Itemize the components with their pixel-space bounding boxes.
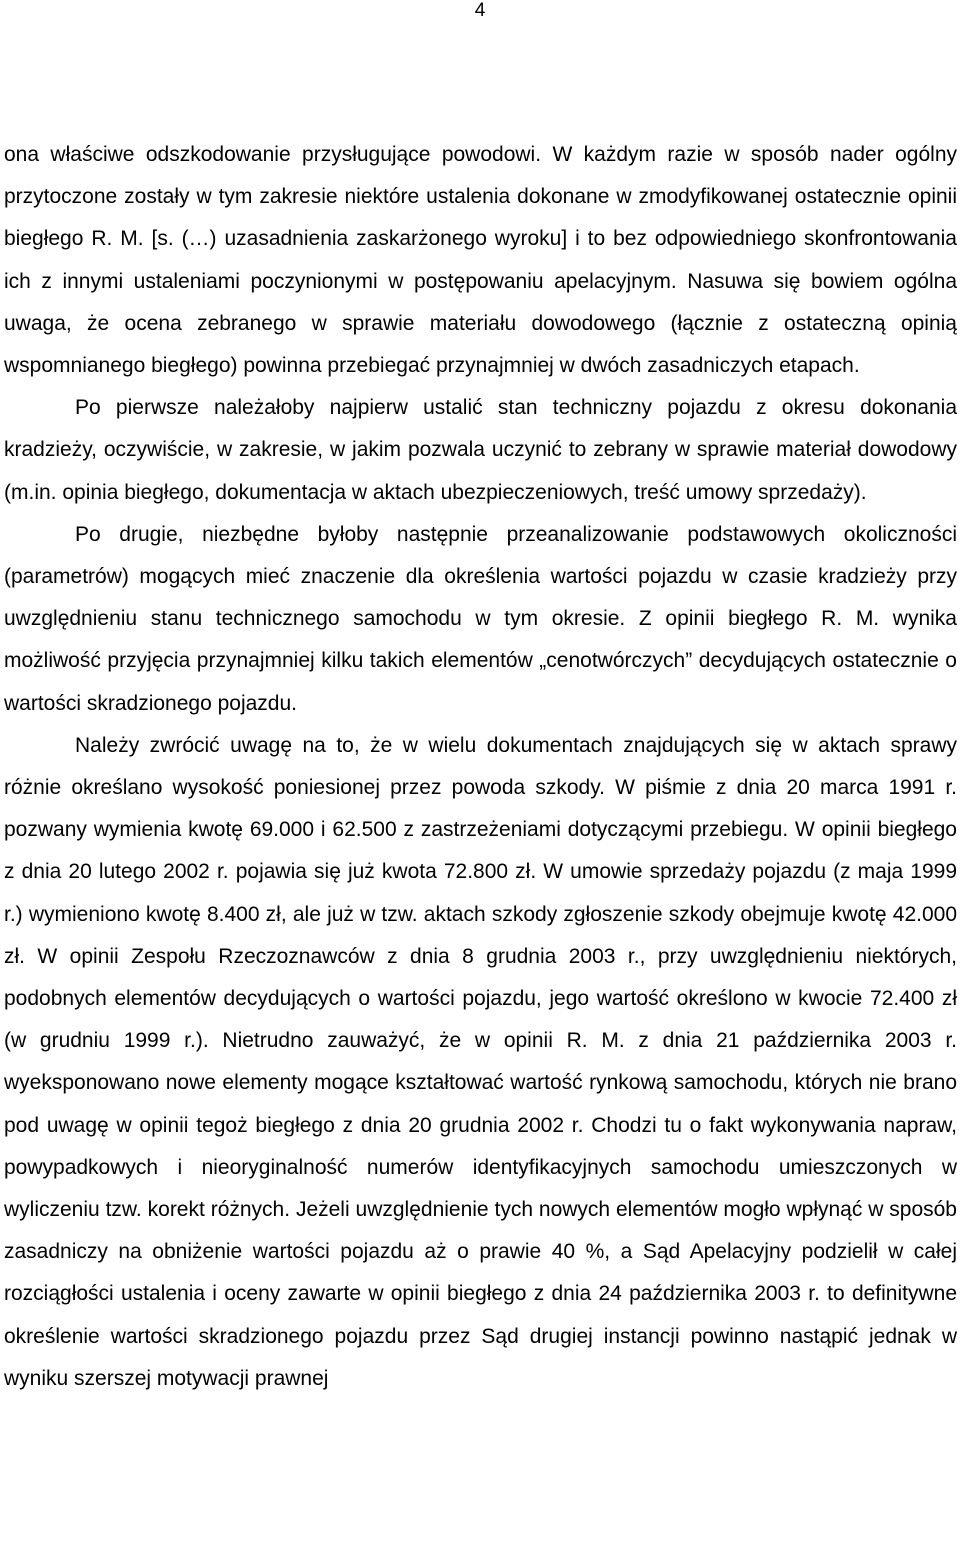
page-number: 4 [474, 0, 486, 21]
document-body [4, 134, 957, 1400]
paragraph-damage-amounts: Należy zwrócić uwagę na to, że w wielu dokumentach znajdujących się w aktach sprawy różnie określano wysokość poniesionej przez powoda szkody. W piśmie z dnia 20 marca 1991 r. pozwany wymienia kwotę 69.000 i 62.500 z zastrzeżeniami dotyczącymi przebiegu. W opinii biegłego z dnia 20 lutego 2002 r. pojawia się już kwota 72.800 zł. W umowie sprzedaży pojazdu (z maja 1999 r.) wymieniono kwotę 8.400 zł, ale już w tzw. aktach szkody zgłoszenie szkody obejmuje kwotę 42.000 zł. W opinii Zespołu Rzeczoznawców z dnia 8 grudnia 2003 r., przy uwzględnieniu niektórych, podobnych elementów decydujących o wartości pojazdu, jego wartość określono w kwocie 72.400 zł (w grudniu 1999 r.). Nietrudno zauważyć, że w opinii R. M. z dnia 21 października 2003 r. wyeksponowano nowe elementy mogące kształtować wartość rynkową samochodu, których nie brano pod uwagę w opinii tegoż biegłego z dnia 20 grudnia 2002 r. Chodzi tu o fakt wykonywania napraw, powypadkowych i nieoryginalność numerów identyfikacyjnych samochodu umieszczonych w wyliczeniu tzw. korekt różnych. Jeżeli uwzględnienie tych nowych elementów mogło wpłynąć w sposób zasadniczy na obniżenie wartości pojazdu aż o prawie 40 %, a Sąd Apelacyjny podzielił w całej rozciągłości ustalenia i oceny zawarte w opinii biegłego z dnia 24 października 2003 r. to definitywne określenie wartości skradzionego pojazdu przez Sąd drugiej instancji powinno nastąpić jednak w wyniku szerszej motywacji prawnej [4, 733, 957, 1390]
paragraph-second-stage: Po drugie, niezbędne byłoby następnie przeanalizowanie podstawowych okoliczności (parametrów) mogących mieć znaczenie dla określenia wartości pojazdu w czasie kradzieży przy uwzględnieniu stanu technicznego samochodu w tym okresie. Z opinii biegłego R. M. wynika możliwość przyjęcia przynajmniej kilku takich elementów „cenotwórczych” decydujących ostatecznie o wartości skradzionego pojazdu. [4, 522, 957, 715]
paragraph-continuation: ona właściwe odszkodowanie przysługujące powodowi. W każdym razie w sposób nader ogólny przytoczone zostały w tym zakresie niektóre ustalenia dokonane w zmodyfikowanej ostatecznie opinii biegłego R. M. [s. (…) uzasadnienia zaskarżonego wyroku] i to bez odpowiedniego skonfrontowania ich z innymi ustaleniami poczynionymi w postępowaniu apelacyjnym. Nasuwa się bowiem ogólna uwaga, że ocena zebranego w sprawie materiału dowodowego (łącznie z ostateczną opinią wspomnianego biegłego) powinna przebiegać przynajmniej w dwóch zasadniczych etapach. [4, 143, 957, 378]
paragraph-first-stage: Po pierwsze należałoby najpierw ustalić stan techniczny pojazdu z okresu dokonania kradzieży, oczywiście, w zakresie, w jakim pozwala uczynić to zebrany w sprawie materiał dowodowy (m.in. opinia biegłego, dokumentacja w aktach ubezpieczeniowych, treść umowy sprzedaży). [4, 396, 957, 504]
